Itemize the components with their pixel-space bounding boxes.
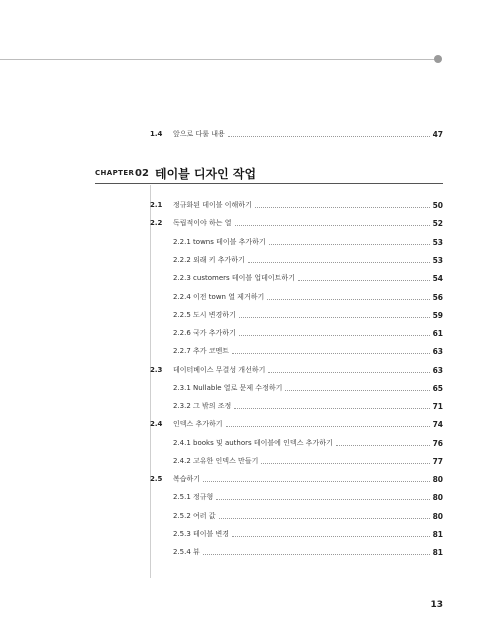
toc-entry-page: 61: [432, 328, 443, 338]
dot-leader: [268, 372, 429, 373]
toc-entry-number: 2.5: [150, 475, 163, 483]
chapter-divider: [150, 185, 151, 578]
toc-entry-2-5-4[interactable]: [173, 545, 443, 559]
toc-entry-title: 2.4.1 books 및 authors 테이블에 인덱스 추가하기: [173, 439, 333, 447]
toc-entry-page: 53: [432, 255, 443, 265]
dot-leader: [234, 408, 429, 409]
toc-entry-1-4[interactable]: [150, 127, 443, 141]
dot-leader: [261, 463, 429, 464]
toc-entry-page: 80: [432, 511, 443, 521]
toc-entry-title: 앞으로 다룰 내용: [173, 130, 225, 138]
dot-leader: [232, 353, 429, 354]
toc-entry-2-3-2[interactable]: [173, 399, 443, 413]
toc-entry-title: 인덱스 추가하기: [173, 420, 223, 428]
toc-entry-number: 2.2: [150, 219, 163, 227]
toc-entry-page: 77: [432, 456, 443, 466]
toc-entry-page: 59: [432, 310, 443, 320]
toc-entry-number: 2.4: [150, 420, 163, 428]
toc-entry-title: 독립적이야 하는 열: [173, 219, 232, 227]
toc-entry-2-3-1[interactable]: [173, 381, 443, 395]
dot-leader: [298, 280, 430, 281]
dot-leader: [232, 536, 429, 537]
toc-entry-2-2-5[interactable]: [173, 308, 443, 322]
toc-entry-title: 2.2.1 towns 테이블 추가하기: [173, 238, 266, 246]
toc-entry-page: 53: [432, 237, 443, 247]
toc-entry-page: 74: [432, 419, 443, 429]
dot-leader: [228, 136, 430, 137]
chapter-label: CHAPTER: [95, 169, 135, 177]
dot-leader: [226, 426, 430, 427]
toc-entry-page: 81: [432, 529, 443, 539]
toc-entry-page: 80: [432, 474, 443, 484]
toc-entry-2-2-3[interactable]: [173, 271, 443, 285]
chapter-title: 테이블 디자인 작업: [155, 166, 257, 181]
toc-entry-title: 2.2.2 외래 키 추가하기: [173, 256, 245, 264]
dot-leader: [336, 445, 430, 446]
toc-entry-page: 56: [432, 292, 443, 302]
toc-entry-2-2-4[interactable]: [173, 290, 443, 304]
page-number: 13: [430, 600, 443, 610]
toc-entry-2-5-2[interactable]: [173, 509, 443, 523]
toc-entry-title: 2.2.3 customers 테이블 업데이트하기: [173, 274, 295, 282]
toc-entry-title: 정규화된 데이블 이해하기: [173, 201, 252, 209]
toc-entry-number: 1.4: [150, 130, 163, 138]
dot-leader: [267, 299, 429, 300]
toc-entry-title: 2.5.3 테이블 변경: [173, 530, 230, 538]
toc-entry-number: 2.1: [150, 201, 163, 209]
toc-entry-title: 2.4.2 고유한 인덱스 만들기: [173, 457, 259, 465]
toc-entry-title: 2.5.1 정규형: [173, 493, 214, 501]
toc-entry-page: 76: [432, 438, 443, 448]
toc-entry-2-5-3[interactable]: [173, 527, 443, 541]
chapter-number: 02: [135, 167, 149, 179]
toc-entry-page: 52: [432, 218, 443, 228]
toc-entry-title: 복습하기: [173, 475, 201, 483]
toc-entry-2-3[interactable]: [150, 363, 443, 377]
toc-entry-title: 2.3.1 Nullable 열로 문제 수정하기: [173, 384, 283, 392]
toc-entry-page: 71: [432, 401, 443, 411]
toc-entry-2-1[interactable]: [150, 198, 443, 212]
toc-entry-title: 2.3.2 그 밖의 조정: [173, 402, 232, 410]
dot-leader: [239, 317, 430, 318]
toc-entry-2-2[interactable]: [150, 216, 443, 230]
toc-entry-page: 54: [432, 273, 443, 283]
dot-leader: [219, 518, 430, 519]
toc-entry-page: 50: [432, 200, 443, 210]
toc-entry-2-4-2[interactable]: [173, 454, 443, 468]
dot-leader: [285, 390, 429, 391]
dot-leader: [203, 481, 430, 482]
toc-entry-2-2-6[interactable]: [173, 326, 443, 340]
toc-entry-page: 80: [432, 492, 443, 502]
toc-entry-title: 2.2.6 국가 추가하기: [173, 329, 236, 337]
dot-leader: [248, 262, 430, 263]
toc-entry-2-2-7[interactable]: [173, 344, 443, 358]
toc-entry-title: 데이터베이스 무결성 개선하기: [173, 366, 266, 374]
toc-entry-page: 63: [432, 346, 443, 356]
toc-entry-2-2-1[interactable]: [173, 235, 443, 249]
dot-leader: [269, 244, 430, 245]
dot-leader: [203, 554, 430, 555]
dot-leader: [235, 225, 430, 226]
toc-entry-number: 2.3: [150, 366, 163, 374]
chapter-heading[interactable]: [95, 163, 443, 184]
toc-entry-2-5[interactable]: [150, 472, 443, 486]
dot-leader: [239, 335, 430, 336]
toc-entry-title: 2.5.2 여러 값: [173, 512, 216, 520]
toc-entry-title: 2.2.7 추가 코멘트: [173, 347, 230, 355]
toc-entry-2-4[interactable]: [150, 417, 443, 431]
toc-entry-title: 2.2.5 도시 변경하기: [173, 311, 236, 319]
dot-leader: [255, 207, 430, 208]
toc-entry-2-2-2[interactable]: [173, 253, 443, 267]
top-dot: [434, 55, 442, 63]
toc-entry-title: 2.2.4 이전 town 열 제거하기: [173, 293, 265, 301]
toc-entry-page: 65: [432, 383, 443, 393]
toc-entry-page: 47: [432, 129, 443, 139]
toc-entry-title: 2.5.4 뷰: [173, 548, 200, 556]
toc-entry-page: 63: [432, 365, 443, 375]
toc-entry-2-4-1[interactable]: [173, 436, 443, 450]
top-rule: [0, 59, 436, 60]
dot-leader: [216, 499, 429, 500]
toc-entry-page: 81: [432, 547, 443, 557]
toc-entry-2-5-1[interactable]: [173, 490, 443, 504]
